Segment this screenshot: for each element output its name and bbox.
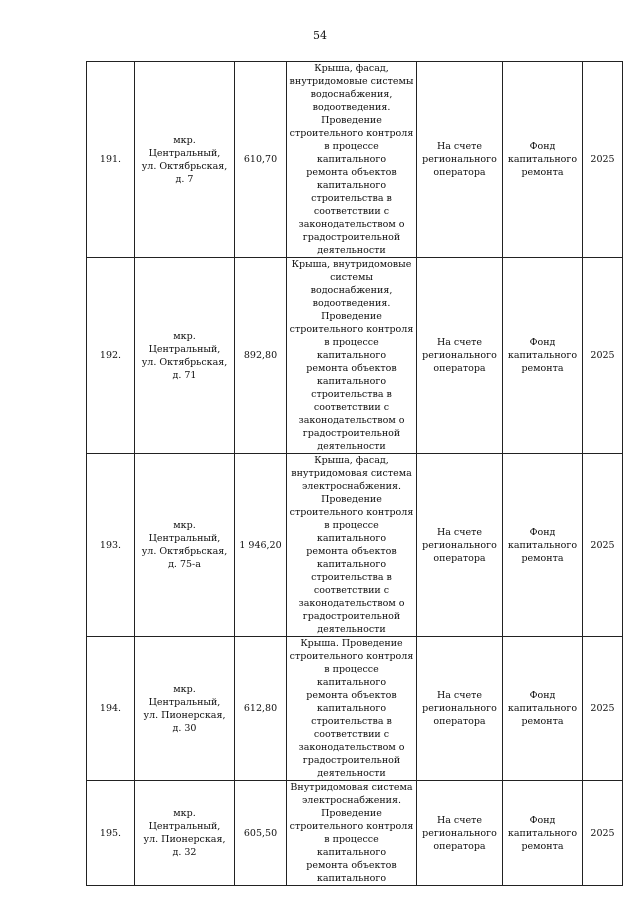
table-body (87, 62, 623, 886)
works-cell-line: строительного контроля (289, 651, 414, 662)
address-cell-line: мкр. Центральный, (148, 134, 221, 159)
works-cell (287, 454, 417, 637)
works-cell-line: электроснабжения. (301, 481, 402, 492)
works-cell-line: капитального (316, 559, 387, 570)
works-cell-line: в процессе капитального (316, 337, 387, 361)
account-cell-line: На счете (436, 141, 483, 152)
works-cell (287, 62, 417, 258)
address-cell-line: мкр. Центральный, (148, 330, 221, 355)
account-cell-line: оператора (433, 552, 486, 564)
year-cell: 2025 (583, 454, 623, 637)
address-cell-line: д. 30 (172, 722, 197, 734)
works-cell-line: законодательством о (298, 598, 405, 609)
works-cell-line: электроснабжения. (301, 795, 402, 806)
works-cell-line: деятельности (317, 245, 386, 256)
works-cell-line: в процессе капитального (316, 834, 387, 858)
funding-source-cell-line: Фонд (529, 141, 556, 152)
works-cell-line: строительства в (311, 716, 392, 727)
works-cell-line: соответствии с (313, 729, 390, 740)
address-cell-line: мкр. Центральный, (148, 808, 221, 832)
works-cell-line: деятельности (317, 624, 386, 635)
works-cell-line: строительства в (311, 389, 392, 400)
address-cell-line: мкр. Центральный, (148, 683, 221, 708)
account-cell-line: регионального (422, 350, 497, 361)
works-cell-line: деятельности (317, 441, 386, 452)
funding-source-cell-line: капитального (507, 703, 578, 714)
works-cell-line: ремонта объектов (306, 167, 397, 178)
works-cell-line: Крыша, фасад, (314, 455, 389, 466)
account-cell (417, 258, 503, 454)
funding-source-cell-line: ремонта (521, 552, 564, 564)
account-cell-line: оператора (433, 840, 486, 852)
account-cell-line: На счете (436, 814, 483, 826)
works-cell-line: внутридомовые системы (289, 76, 414, 87)
works-cell-line: градостроительной (302, 428, 401, 439)
account-cell-line: На счете (436, 337, 483, 348)
address-cell (135, 454, 235, 637)
works-cell-line: капитального (316, 180, 387, 191)
address-cell-line: д. 7 (175, 173, 194, 185)
table-row (87, 454, 623, 637)
area-cell: 605,50 (235, 781, 287, 886)
works-cell-line: Проведение (321, 494, 382, 505)
funding-source-cell-line: ремонта (521, 840, 564, 852)
works-cell-line: системы водоснабжения, (310, 272, 393, 296)
address-cell-line: ул. Октябрьская, (141, 546, 228, 557)
account-cell-line: регионального (422, 827, 497, 839)
funding-source-cell (503, 62, 583, 258)
works-cell-line: ремонта объектов (306, 860, 397, 871)
funding-source-cell (503, 637, 583, 781)
works-cell-line: Крыша, внутридомовые (291, 259, 412, 270)
works-cell-line: Внутридомовая система (290, 782, 413, 793)
funding-source-cell (503, 454, 583, 637)
year-cell: 2025 (583, 62, 623, 258)
works-cell-line: ремонта объектов (306, 363, 397, 374)
table-row (87, 781, 623, 886)
works-cell-line: водоотведения. (312, 298, 391, 309)
works-cell-line: строительного контроля (289, 128, 414, 139)
funding-source-cell-line: Фонд (529, 814, 556, 826)
address-cell-line: ул. Октябрьская, (141, 356, 228, 368)
table-row (87, 258, 623, 454)
funding-source-cell (503, 258, 583, 454)
year-cell: 2025 (583, 258, 623, 454)
account-cell-line: На счете (436, 690, 483, 701)
works-cell-line: строительного контроля (289, 507, 414, 518)
funding-source-cell-line: ремонта (521, 167, 564, 178)
row-number-cell: 194. (87, 637, 135, 781)
works-cell-line: градостроительной (302, 611, 401, 622)
address-cell (135, 781, 235, 886)
row-number-cell: 191. (87, 62, 135, 258)
works-cell-line: строительного контроля (289, 324, 414, 335)
account-cell (417, 62, 503, 258)
works-cell-line: ремонта объектов (306, 690, 397, 701)
works-cell-line: капитального (316, 703, 387, 714)
account-cell-line: оператора (433, 363, 486, 374)
address-cell (135, 258, 235, 454)
works-cell-line: Проведение (321, 311, 382, 322)
works-cell (287, 258, 417, 454)
funding-source-cell-line: ремонта (521, 716, 564, 727)
works-cell-line: законодательством о (298, 219, 405, 230)
works-cell-line: соответствии с (313, 585, 390, 596)
funding-source-cell-line: капитального (507, 539, 578, 551)
works-cell-line: Проведение (321, 808, 382, 819)
account-cell (417, 781, 503, 886)
account-cell-line: На счете (436, 526, 483, 538)
works-cell-line: градостроительной (302, 232, 401, 243)
address-cell (135, 637, 235, 781)
table-row (87, 637, 623, 781)
account-cell (417, 454, 503, 637)
account-cell-line: оператора (433, 167, 486, 178)
address-cell-line: д. 71 (172, 369, 197, 381)
address-cell-line: ул. Октябрьская, (141, 160, 228, 172)
works-cell-line: законодательством о (298, 742, 405, 753)
funding-source-cell-line: ремонта (521, 363, 564, 374)
works-cell-line: соответствии с (313, 206, 390, 217)
works-cell-line: ремонта объектов (306, 546, 397, 557)
table-row (87, 62, 623, 258)
row-number-cell: 193. (87, 454, 135, 637)
account-cell (417, 637, 503, 781)
account-cell-line: оператора (433, 716, 486, 727)
address-cell-line: д. 75-а (168, 559, 201, 570)
year-cell: 2025 (583, 637, 623, 781)
works-cell-line: водоснабжения, (310, 89, 393, 100)
account-cell-line: регионального (422, 154, 497, 165)
address-cell (135, 62, 235, 258)
address-cell-line: ул. Пионерская, (143, 834, 226, 845)
address-cell-line: ул. Пионерская, (143, 709, 226, 721)
works-cell (287, 781, 417, 886)
works-cell-line: водоотведения. (312, 102, 391, 113)
works-cell-line: градостроительной (302, 755, 401, 766)
works-cell-line: Крыша. Проведение (300, 638, 403, 649)
works-cell-line: законодательством о (298, 415, 405, 426)
address-cell-line: мкр. Центральный, (148, 520, 221, 544)
address-cell-line: д. 32 (172, 847, 197, 858)
funding-source-cell-line: Фонд (529, 690, 556, 701)
row-number-cell: 192. (87, 258, 135, 454)
works-cell-line: соответствии с (313, 402, 390, 413)
row-number-cell: 195. (87, 781, 135, 886)
account-cell-line: регионального (422, 703, 497, 714)
works-cell-line: внутридомовая система (291, 468, 412, 479)
funding-source-cell (503, 781, 583, 886)
works-cell-line: Проведение (321, 115, 382, 126)
works-cell-line: строительства в (311, 193, 392, 204)
repair-plan-table (86, 61, 623, 886)
area-cell: 610,70 (235, 62, 287, 258)
works-cell-line: Крыша, фасад, (314, 63, 389, 74)
works-cell-line: в процессе капитального (316, 141, 387, 165)
funding-source-cell-line: Фонд (529, 526, 556, 538)
page-number: 54 (313, 29, 327, 42)
works-cell-line: в процессе капитального (316, 520, 387, 544)
works-cell (287, 637, 417, 781)
works-cell-line: капитального (316, 873, 387, 884)
works-cell-line: деятельности (317, 768, 386, 779)
funding-source-cell-line: капитального (507, 350, 578, 361)
funding-source-cell-line: капитального (507, 154, 578, 165)
works-cell-line: строительства в (311, 572, 392, 583)
funding-source-cell-line: Фонд (529, 337, 556, 348)
works-cell-line: в процессе капитального (316, 664, 387, 688)
area-cell: 892,80 (235, 258, 287, 454)
area-cell: 1 946,20 (235, 454, 287, 637)
area-cell: 612,80 (235, 637, 287, 781)
works-cell-line: капитального (316, 376, 387, 387)
works-cell-line: строительного контроля (289, 821, 414, 832)
funding-source-cell-line: капитального (507, 827, 578, 839)
year-cell: 2025 (583, 781, 623, 886)
account-cell-line: регионального (422, 539, 497, 551)
